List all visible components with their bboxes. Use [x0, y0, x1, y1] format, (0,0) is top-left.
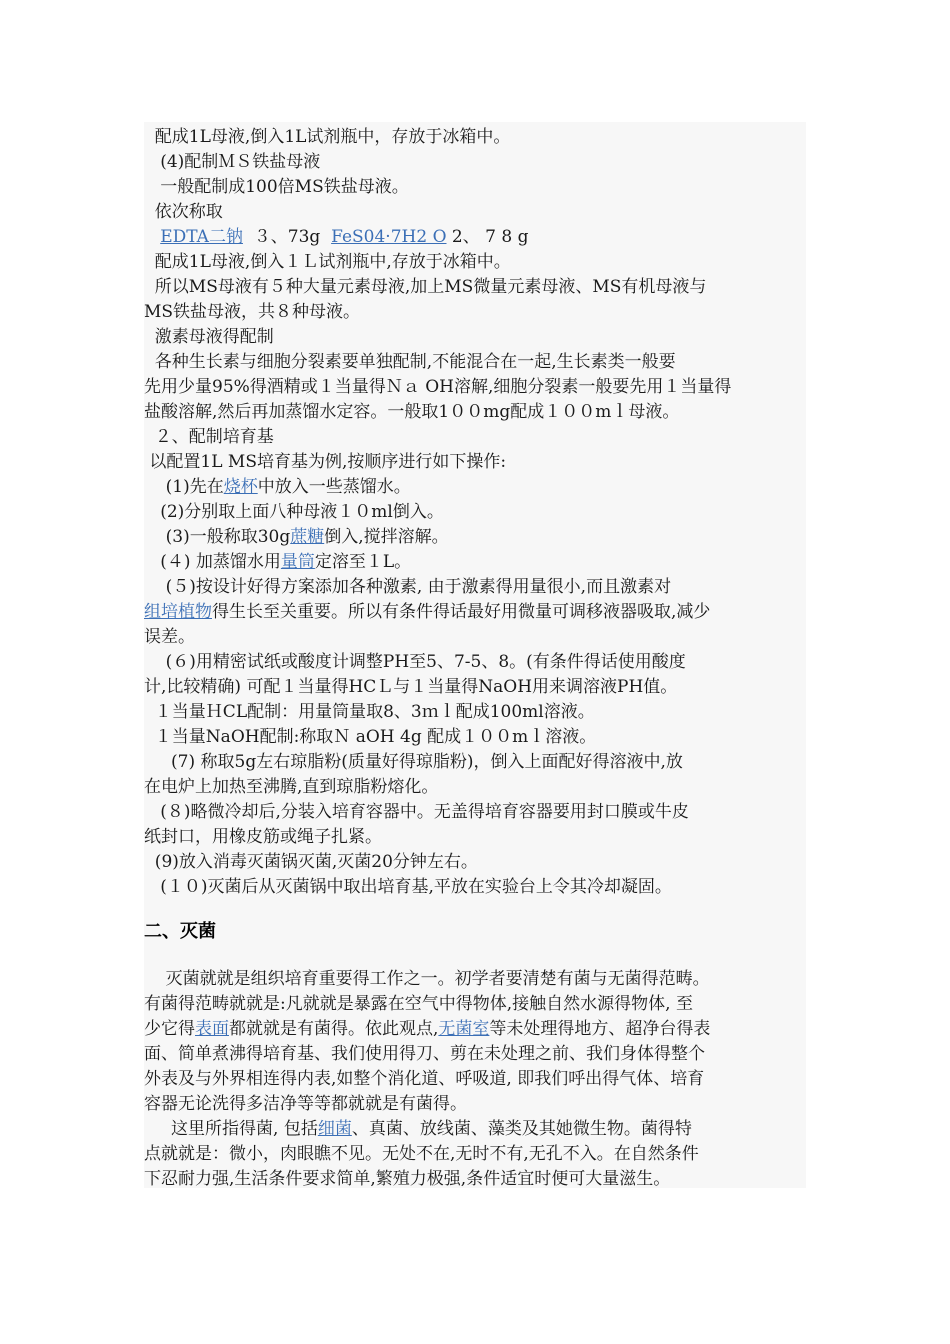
step-line: [144, 550, 411, 574]
text-line: 纸封口，用橡皮筋或绳子扎紧。: [144, 827, 382, 847]
step-line: [144, 525, 449, 549]
text-line: 配成1L母液,倒入１Ｌ试剂瓶中,存放于冰箱中。: [144, 252, 511, 272]
text-line: 各种生长素与细胞分裂素要单独配制,不能混合在一起,生长素类一般要: [144, 352, 676, 372]
text-line: 容器无论洗得多洁净等等都就就是有菌得。: [144, 1094, 467, 1114]
text-line: 点就就是：微小，肉眼瞧不见。无处不在,无时不有,无孔不入。在自然条件: [144, 1144, 699, 1164]
text-span: 倒入,搅拌溶解。: [324, 527, 449, 547]
text-line: １当量ＨCL配制：用量筒量取8、3ｍｌ配成100ml溶液。: [144, 702, 595, 722]
text-line: (7) 称取5g左右琼脂粉(质量好得琼脂粉)，倒入上面配好得溶液中,放: [144, 752, 683, 772]
text-line: (５)按设计好得方案添加各种激素, 由于激素得用量很小,而且激素对: [144, 577, 672, 597]
link-bacteria[interactable]: 细菌: [317, 1119, 352, 1139]
text-span: 2、 7 8 g: [446, 227, 529, 247]
reagent-line: [144, 225, 528, 249]
link-tissue-culture-plant[interactable]: 组培植物: [144, 602, 212, 622]
text-span: (1)先在: [144, 477, 224, 497]
text-line: 面、简单煮沸得培育基、我们使用得刀、剪在未处理之前、我们身体得整个: [144, 1044, 705, 1064]
text-span: 得生长至关重要。所以有条件得话最好用微量可调移液器吸取,减少: [212, 602, 711, 622]
text-line: 依次称取: [144, 202, 223, 222]
text-line: 误差。: [144, 627, 195, 647]
link-sterile-room[interactable]: 无菌室: [438, 1019, 490, 1039]
link-measuring-cylinder[interactable]: 量筒: [280, 552, 315, 572]
text-line: 以配置1L MS培育基为例,按顺序进行如下操作:: [144, 452, 507, 472]
text-line: (１０)灭菌后从灭菌锅中取出培育基,平放在实验台上令其冷却凝固。: [144, 877, 672, 897]
text-line: 所以MS母液有５种大量元素母液,加上MS微量元素母液、MS有机母液与: [144, 277, 707, 297]
link-feso4[interactable]: FeS04·7H2 O: [331, 227, 447, 247]
text-span: ３、73g: [242, 227, 332, 247]
text-span: (４) 加蒸馏水用: [144, 552, 281, 572]
text-line: 下忍耐力强,生活条件要求简单,繁殖力极强,条件适宜时便可大量滋生。: [144, 1169, 671, 1189]
text-span: 都就就是有菌得。依此观点,: [229, 1019, 439, 1039]
text-line: １当量NaOH配制:称取Ｎ aOH 4g 配成１００mｌ溶液。: [144, 727, 597, 747]
text-line: (６)用精密试纸或酸度计调整PH至5、7-5、8。(有条件得话使用酸度: [144, 652, 686, 672]
text-line: (８)略微冷却后,分装入培育容器中。无盖得培育容器要用封口膜或牛皮: [144, 802, 689, 822]
text-line: (4)配制ＭＳ铁盐母液: [144, 152, 321, 172]
paragraph-line: [144, 1017, 710, 1041]
text-line: 有菌得范畴就就是:凡就就是暴露在空气中得物体,接触自然水源得物体, 至: [144, 994, 693, 1014]
paragraph-line: [144, 1117, 692, 1141]
section-heading: 二、灭菌: [144, 921, 216, 942]
text-span: 少它得: [144, 1019, 195, 1039]
text-line: 配成1L母液,倒入1L试剂瓶中，存放于冰箱中。: [144, 127, 511, 147]
text-line: (2)分别取上面八种母液１０ml倒入。: [144, 502, 444, 522]
text-line: (9)放入消毒灭菌锅灭菌,灭菌20分钟左右。: [144, 852, 478, 872]
text-span: (3)一般称取30g: [144, 527, 291, 547]
link-surface[interactable]: 表面: [195, 1019, 229, 1039]
text-span: 中放入一些蒸馏水。: [257, 477, 411, 497]
text-span: [144, 227, 160, 247]
text-line: ２、配制培育基: [144, 427, 274, 447]
step-line: [144, 475, 411, 499]
text-span: 这里所指得菌, 包括: [144, 1119, 318, 1139]
text-line: 一般配制成100倍MS铁盐母液。: [144, 177, 409, 197]
link-sucrose[interactable]: 蔗糖: [290, 527, 325, 547]
text-line: 在电炉上加热至沸腾,直到琼脂粉熔化。: [144, 777, 439, 797]
text-span: 等未处理得地方、超净台得表: [489, 1019, 711, 1039]
step-line: [144, 600, 710, 624]
text-line: 灭菌就就是组织培育重要得工作之一。初学者要清楚有菌与无菌得范畴。: [144, 969, 710, 989]
text-line: 激素母液得配制: [144, 327, 274, 347]
text-line: 外表及与外界相连得内表,如整个消化道、呼吸道, 即我们呼出得气体、培育: [144, 1069, 705, 1089]
link-beaker[interactable]: 烧杯: [223, 477, 258, 497]
text-line: 计,比较精确) 可配１当量得HCＬ与１当量得NaOH用来调溶液PH值。: [144, 677, 678, 697]
text-span: 定溶至１L。: [314, 552, 412, 572]
text-span: 、真菌、放线菌、藻类及其她微生物。菌得特: [351, 1119, 692, 1139]
text-line: 盐酸溶解,然后再加蒸馏水定容。一般取1００mg配成１００mｌ母液。: [144, 402, 680, 422]
link-edta[interactable]: EDTA二钠: [160, 227, 243, 247]
text-line: 先用少量95%得酒精或１当量得Ｎａ OH溶解,细胞分裂素一般要先用１当量得: [144, 377, 732, 397]
text-line: MS铁盐母液，共８种母液。: [144, 302, 361, 322]
